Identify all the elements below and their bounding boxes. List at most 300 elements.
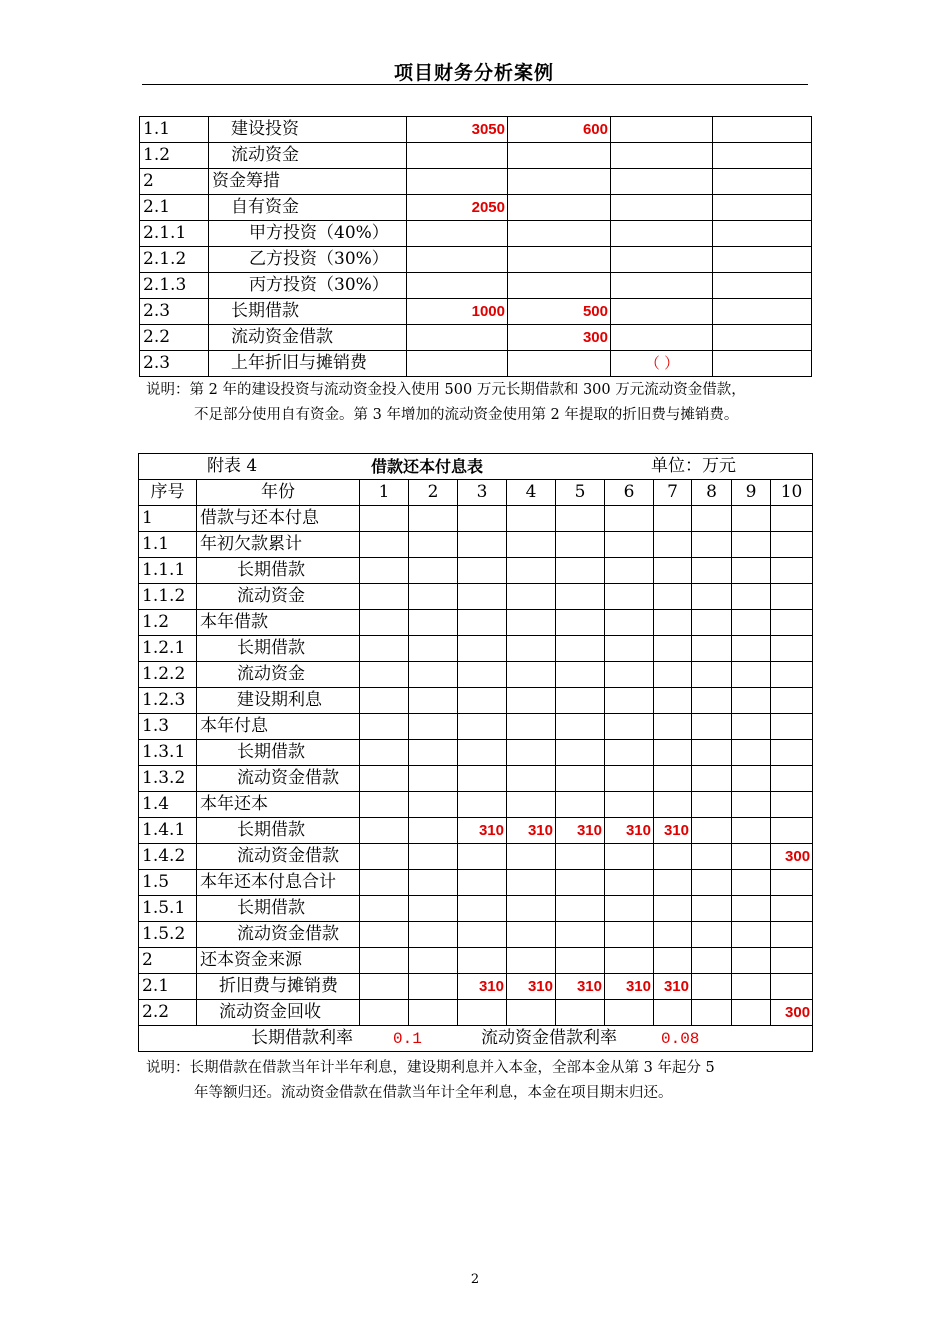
value-cell xyxy=(556,948,605,974)
row-number: 2.3 xyxy=(140,351,209,377)
value-cell xyxy=(605,714,654,740)
value-cell xyxy=(507,792,556,818)
value-cell xyxy=(692,558,732,584)
value-cell xyxy=(692,948,732,974)
rate-row xyxy=(139,1026,813,1052)
value-cell xyxy=(360,896,409,922)
table2-row xyxy=(139,532,813,558)
row-number: 1.4.1 xyxy=(139,818,197,844)
value-cell xyxy=(771,688,813,714)
value-cell xyxy=(409,584,458,610)
value-cell xyxy=(732,662,771,688)
table1-row xyxy=(140,195,812,221)
value-cell xyxy=(692,636,732,662)
table1-row xyxy=(140,143,812,169)
table2-row xyxy=(139,636,813,662)
value-cell xyxy=(458,792,507,818)
value-cell xyxy=(605,532,654,558)
value-cell xyxy=(507,506,556,532)
value-cell xyxy=(771,636,813,662)
row-item-name: 流动资金借款 xyxy=(197,844,360,870)
value-cell xyxy=(458,610,507,636)
table2-note-line2: 年等额归还。流动资金借款在借款当年计全年利息，本金在项目期末归还。 xyxy=(194,1085,673,1101)
value-cell xyxy=(605,688,654,714)
row-number: 1.5.1 xyxy=(139,896,197,922)
value-cell xyxy=(692,870,732,896)
value-cell: 500 xyxy=(508,299,611,325)
value-cell xyxy=(605,662,654,688)
value-cell xyxy=(360,870,409,896)
value-cell: 310 xyxy=(507,974,556,1000)
value-cell xyxy=(409,818,458,844)
value-cell xyxy=(732,506,771,532)
value-cell xyxy=(556,610,605,636)
loan-repayment-table xyxy=(138,453,813,1052)
value-cell xyxy=(360,792,409,818)
row-item-name: 折旧费与摊销费 xyxy=(197,974,360,1000)
page-title: 项目财务分析案例 xyxy=(393,62,554,84)
row-item-name: 长期借款 xyxy=(197,636,360,662)
value-cell xyxy=(409,896,458,922)
value-cell xyxy=(556,714,605,740)
value-cell xyxy=(605,844,654,870)
value-cell xyxy=(713,195,812,221)
value-cell xyxy=(507,740,556,766)
value-cell xyxy=(611,169,713,195)
table2-row xyxy=(139,896,813,922)
value-cell xyxy=(654,792,692,818)
page-number: 2 xyxy=(470,1272,480,1287)
row-number: 1.1.2 xyxy=(139,584,197,610)
value-cell xyxy=(409,636,458,662)
row-number: 1.3.2 xyxy=(139,766,197,792)
value-cell xyxy=(507,558,556,584)
value-cell xyxy=(507,1000,556,1026)
value-cell xyxy=(692,844,732,870)
value-cell xyxy=(409,610,458,636)
value-cell xyxy=(458,766,507,792)
value-cell xyxy=(458,558,507,584)
value-cell xyxy=(692,922,732,948)
row-item-name: 流动资金 xyxy=(197,584,360,610)
row-item-name: 流动资金借款 xyxy=(209,325,407,351)
row-number: 2.2 xyxy=(139,1000,197,1026)
table1-row xyxy=(140,247,812,273)
value-cell xyxy=(409,948,458,974)
value-cell xyxy=(605,766,654,792)
value-cell: 310 xyxy=(654,974,692,1000)
value-cell xyxy=(360,766,409,792)
value-cell xyxy=(409,740,458,766)
value-cell xyxy=(654,506,692,532)
value-cell xyxy=(556,766,605,792)
table2-row xyxy=(139,688,813,714)
value-cell xyxy=(409,974,458,1000)
row-number: 2 xyxy=(140,169,209,195)
value-cell xyxy=(732,610,771,636)
row-number: 1.3.1 xyxy=(139,740,197,766)
value-cell xyxy=(713,143,812,169)
value-cell xyxy=(713,325,812,351)
table1-row xyxy=(140,325,812,351)
value-cell: 1000 xyxy=(407,299,508,325)
value-cell: 310 xyxy=(458,818,507,844)
value-cell xyxy=(360,974,409,1000)
year-header: 9 xyxy=(732,480,771,506)
row-item-name: 流动资金借款 xyxy=(197,766,360,792)
value-cell xyxy=(732,870,771,896)
row-number: 1.4.2 xyxy=(139,844,197,870)
annex-label: 附表 4 xyxy=(207,456,258,476)
value-cell: （ ） xyxy=(611,351,713,377)
value-cell: 310 xyxy=(605,818,654,844)
value-cell xyxy=(732,896,771,922)
value-cell xyxy=(409,506,458,532)
table1-note xyxy=(146,378,816,428)
value-cell xyxy=(458,662,507,688)
row-number: 1.1 xyxy=(139,532,197,558)
value-cell xyxy=(360,714,409,740)
value-cell xyxy=(556,740,605,766)
value-cell xyxy=(507,896,556,922)
value-cell xyxy=(458,584,507,610)
value-cell xyxy=(605,922,654,948)
value-cell xyxy=(692,766,732,792)
value-cell xyxy=(360,948,409,974)
table1-row xyxy=(140,169,812,195)
value-cell xyxy=(654,740,692,766)
row-item-name: 流动资金回收 xyxy=(197,1000,360,1026)
value-cell xyxy=(713,247,812,273)
table2-row xyxy=(139,870,813,896)
value-cell xyxy=(654,844,692,870)
year-header: 10 xyxy=(771,480,813,506)
value-cell xyxy=(360,688,409,714)
value-cell xyxy=(692,792,732,818)
value-cell xyxy=(507,610,556,636)
value-cell xyxy=(556,688,605,714)
value-cell xyxy=(507,636,556,662)
value-cell xyxy=(771,792,813,818)
row-number: 1.2.3 xyxy=(139,688,197,714)
row-item-name: 乙方投资（30%） xyxy=(209,247,407,273)
value-cell xyxy=(409,766,458,792)
value-cell xyxy=(732,532,771,558)
value-cell xyxy=(458,688,507,714)
row-number: 2.3 xyxy=(140,299,209,325)
table2-row xyxy=(139,818,813,844)
value-cell xyxy=(654,688,692,714)
value-cell xyxy=(605,506,654,532)
value-cell xyxy=(458,896,507,922)
value-cell xyxy=(654,558,692,584)
value-cell xyxy=(409,844,458,870)
row-number: 1.4 xyxy=(139,792,197,818)
table2-row xyxy=(139,610,813,636)
value-cell xyxy=(692,1000,732,1026)
value-cell xyxy=(771,610,813,636)
value-cell xyxy=(507,766,556,792)
value-cell xyxy=(360,532,409,558)
year-header: 3 xyxy=(458,480,507,506)
value-cell xyxy=(692,532,732,558)
value-cell xyxy=(692,688,732,714)
value-cell: 310 xyxy=(654,818,692,844)
row-item-name: 甲方投资（40%） xyxy=(209,221,407,247)
rate-long-label: 长期借款利率 xyxy=(251,1028,353,1048)
value-cell xyxy=(409,792,458,818)
value-cell xyxy=(407,351,508,377)
row-number: 1 xyxy=(139,506,197,532)
table1-note-line1: 说明：第 2 年的建设投资与流动资金投入使用 500 万元长期借款和 300 万元流动资金借款， xyxy=(146,382,746,398)
table1-row xyxy=(140,299,812,325)
value-cell xyxy=(692,896,732,922)
value-cell xyxy=(713,117,812,143)
value-cell xyxy=(556,584,605,610)
value-cell xyxy=(713,169,812,195)
value-cell: 300 xyxy=(508,325,611,351)
row-item-name: 资金筹措 xyxy=(209,169,407,195)
year-header: 1 xyxy=(360,480,409,506)
value-cell xyxy=(713,221,812,247)
row-item-name: 本年还本付息合计 xyxy=(197,870,360,896)
value-cell xyxy=(409,662,458,688)
row-item-name: 本年借款 xyxy=(197,610,360,636)
value-cell xyxy=(654,896,692,922)
value-cell xyxy=(556,896,605,922)
table1-row xyxy=(140,117,812,143)
value-cell xyxy=(458,532,507,558)
value-cell xyxy=(692,506,732,532)
year-header: 6 xyxy=(605,480,654,506)
value-cell xyxy=(732,792,771,818)
value-cell xyxy=(409,714,458,740)
value-cell xyxy=(360,922,409,948)
value-cell xyxy=(507,714,556,740)
row-number: 2.1.3 xyxy=(140,273,209,299)
value-cell xyxy=(771,584,813,610)
row-number: 2.1 xyxy=(140,195,209,221)
row-number: 1.3 xyxy=(139,714,197,740)
value-cell xyxy=(732,714,771,740)
value-cell xyxy=(556,870,605,896)
row-item-name: 长期借款 xyxy=(197,740,360,766)
value-cell xyxy=(732,558,771,584)
table2-note-line1: 说明：长期借款在借款当年计半年利息，建设期利息并入本金，全部本金从第 3 年起分 5 xyxy=(146,1060,715,1076)
table2-header-row xyxy=(139,480,813,506)
value-cell xyxy=(771,558,813,584)
year-header: 8 xyxy=(692,480,732,506)
table2-row xyxy=(139,792,813,818)
value-cell xyxy=(692,714,732,740)
value-cell xyxy=(507,922,556,948)
value-cell xyxy=(771,922,813,948)
value-cell xyxy=(360,662,409,688)
value-cell xyxy=(407,325,508,351)
value-cell xyxy=(407,273,508,299)
value-cell xyxy=(732,636,771,662)
row-number: 2 xyxy=(139,948,197,974)
value-cell xyxy=(507,688,556,714)
value-cell xyxy=(508,143,611,169)
table2-note xyxy=(146,1056,816,1106)
col-header-no: 序号 xyxy=(139,480,197,506)
table2-row xyxy=(139,1000,813,1026)
value-cell xyxy=(605,558,654,584)
value-cell xyxy=(507,584,556,610)
value-cell xyxy=(605,584,654,610)
table2-title: 借款还本付息表 xyxy=(371,457,484,476)
value-cell xyxy=(732,584,771,610)
value-cell xyxy=(611,325,713,351)
table2-row xyxy=(139,766,813,792)
table2-row xyxy=(139,948,813,974)
row-item-name: 年初欠款累计 xyxy=(197,532,360,558)
value-cell xyxy=(771,974,813,1000)
table2-row xyxy=(139,506,813,532)
value-cell: 3050 xyxy=(407,117,508,143)
row-number: 1.2 xyxy=(140,143,209,169)
row-number: 1.5.2 xyxy=(139,922,197,948)
value-cell xyxy=(508,247,611,273)
value-cell: 600 xyxy=(508,117,611,143)
value-cell xyxy=(692,584,732,610)
row-item-name: 丙方投资（30%） xyxy=(209,273,407,299)
value-cell xyxy=(458,714,507,740)
value-cell xyxy=(692,662,732,688)
value-cell xyxy=(771,818,813,844)
value-cell xyxy=(605,792,654,818)
rate-long-value: 0.1 xyxy=(393,1030,422,1048)
value-cell xyxy=(360,636,409,662)
table2-title-row xyxy=(139,454,813,480)
rate-current-label: 流动资金借款利率 xyxy=(481,1028,617,1048)
value-cell xyxy=(407,169,508,195)
table2-row xyxy=(139,974,813,1000)
table2-row xyxy=(139,558,813,584)
value-cell xyxy=(458,506,507,532)
value-cell xyxy=(508,169,611,195)
value-cell xyxy=(732,818,771,844)
value-cell: 310 xyxy=(556,818,605,844)
value-cell xyxy=(605,948,654,974)
value-cell xyxy=(508,273,611,299)
value-cell xyxy=(507,844,556,870)
value-cell xyxy=(409,922,458,948)
value-cell xyxy=(611,117,713,143)
value-cell xyxy=(605,896,654,922)
value-cell xyxy=(605,870,654,896)
value-cell xyxy=(407,143,508,169)
value-cell xyxy=(508,351,611,377)
year-header: 5 xyxy=(556,480,605,506)
row-item-name: 本年付息 xyxy=(197,714,360,740)
value-cell xyxy=(654,662,692,688)
value-cell xyxy=(771,506,813,532)
value-cell xyxy=(556,636,605,662)
col-header-year: 年份 xyxy=(197,480,360,506)
value-cell xyxy=(692,610,732,636)
value-cell xyxy=(360,506,409,532)
row-item-name: 长期借款 xyxy=(209,299,407,325)
row-item-name: 长期借款 xyxy=(197,818,360,844)
rate-current-value: 0.08 xyxy=(661,1030,700,1048)
value-cell xyxy=(692,974,732,1000)
value-cell xyxy=(611,299,713,325)
value-cell xyxy=(713,273,812,299)
value-cell: 310 xyxy=(556,974,605,1000)
value-cell xyxy=(713,299,812,325)
value-cell xyxy=(654,714,692,740)
value-cell xyxy=(360,818,409,844)
table1-row xyxy=(140,221,812,247)
table2-row xyxy=(139,662,813,688)
value-cell xyxy=(556,662,605,688)
value-cell xyxy=(732,740,771,766)
value-cell xyxy=(654,584,692,610)
value-cell xyxy=(771,714,813,740)
value-cell xyxy=(458,636,507,662)
value-cell xyxy=(611,221,713,247)
table2-row xyxy=(139,740,813,766)
value-cell xyxy=(458,870,507,896)
value-cell: 300 xyxy=(771,844,813,870)
value-cell xyxy=(654,766,692,792)
value-cell xyxy=(732,844,771,870)
value-cell xyxy=(409,688,458,714)
value-cell xyxy=(732,766,771,792)
value-cell: 310 xyxy=(507,818,556,844)
title-rule xyxy=(142,84,808,85)
table2-row xyxy=(139,714,813,740)
value-cell xyxy=(360,558,409,584)
row-item-name: 上年折旧与摊销费 xyxy=(209,351,407,377)
row-number: 1.2 xyxy=(139,610,197,636)
table2-row xyxy=(139,584,813,610)
value-cell xyxy=(771,870,813,896)
value-cell xyxy=(507,870,556,896)
value-cell xyxy=(692,818,732,844)
value-cell xyxy=(771,766,813,792)
value-cell xyxy=(611,195,713,221)
value-cell xyxy=(732,948,771,974)
value-cell xyxy=(458,844,507,870)
value-cell xyxy=(732,1000,771,1026)
value-cell: 310 xyxy=(605,974,654,1000)
value-cell: 300 xyxy=(771,1000,813,1026)
value-cell xyxy=(713,351,812,377)
table1-row xyxy=(140,273,812,299)
value-cell xyxy=(508,195,611,221)
value-cell xyxy=(556,792,605,818)
table2-row xyxy=(139,844,813,870)
value-cell xyxy=(732,974,771,1000)
value-cell xyxy=(771,532,813,558)
value-cell xyxy=(654,870,692,896)
value-cell xyxy=(360,584,409,610)
value-cell xyxy=(556,532,605,558)
value-cell xyxy=(654,1000,692,1026)
value-cell xyxy=(407,221,508,247)
row-number: 1.2.1 xyxy=(139,636,197,662)
value-cell xyxy=(654,610,692,636)
row-item-name: 长期借款 xyxy=(197,558,360,584)
value-cell xyxy=(360,1000,409,1026)
row-item-name: 还本资金来源 xyxy=(197,948,360,974)
value-cell xyxy=(654,948,692,974)
value-cell xyxy=(605,1000,654,1026)
value-cell xyxy=(654,532,692,558)
